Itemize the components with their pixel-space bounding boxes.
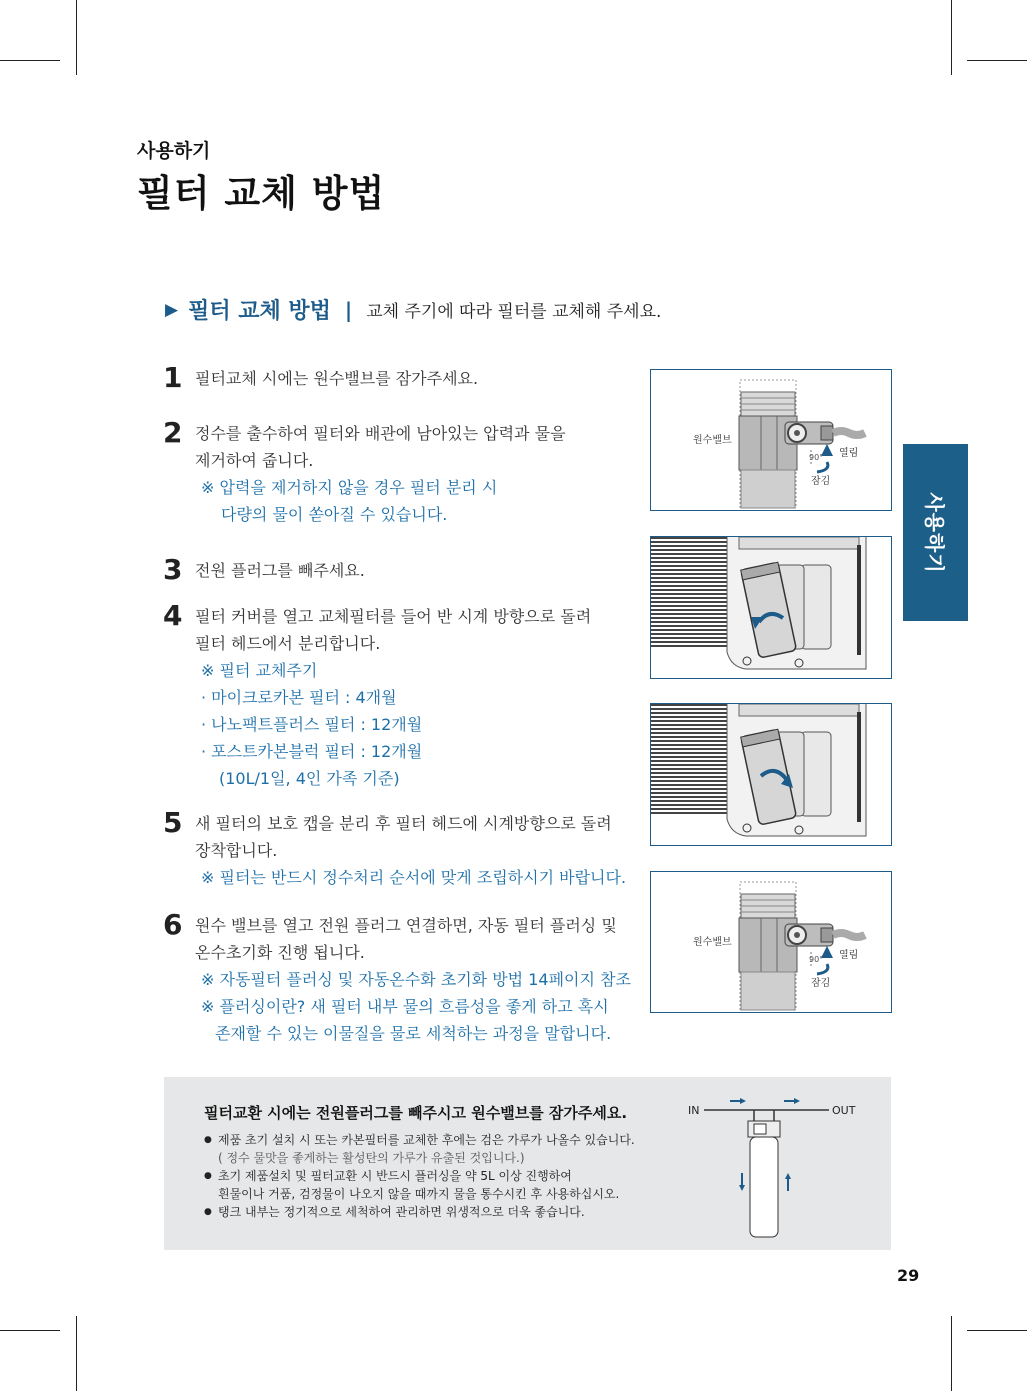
angle-label: 90° — [809, 955, 824, 964]
step-text: 원수 밸브를 열고 전원 플러그 연결하면, 자동 필터 플러싱 및 — [195, 916, 617, 935]
notice-item-text: ● 초기 제품설치 및 필터교환 시 반드시 플러싱을 약 5L 이상 진행하여 — [218, 1169, 572, 1183]
step-note: ※ 필터는 반드시 정수처리 순서에 맞게 조립하시기 바랍니다. — [201, 868, 627, 887]
step-number: 1 — [163, 361, 183, 394]
step-note: (10L/1일, 4인 가족 기준) — [219, 769, 400, 788]
open-label: 열림 — [839, 448, 859, 459]
step-number: 3 — [163, 553, 183, 586]
step-text: 필터 헤드에서 분리합니다. — [195, 634, 381, 653]
flow-out-label: OUT — [832, 1104, 856, 1117]
notice-item-text: ● 제품 초기 설치 시 또는 카본필터를 교체한 후에는 검은 가루가 나올수 있습니다. — [218, 1133, 635, 1147]
valve-diagram-bottom — [650, 871, 892, 1013]
notice-list — [204, 1131, 635, 1221]
close-label: 잠김 — [811, 476, 831, 487]
step-note: ※ 필터 교체주기 — [201, 661, 318, 680]
step-note: 존재할 수 있는 이물질을 물로 세척하는 과정을 말합니다. — [215, 1024, 612, 1043]
crop-mark — [951, 1316, 952, 1391]
filter-install-image — [650, 703, 892, 846]
triangle-icon: ▶ — [165, 299, 179, 320]
valve-diagram-top — [650, 369, 892, 511]
notice-item-text: ● 탱크 내부는 정기적으로 세척하여 관리하면 위생적으로 더욱 좋습니다. — [218, 1205, 585, 1219]
notice-box — [164, 1077, 891, 1250]
step-note: · 포스트카본블럭 필터 : 12개월 — [201, 742, 423, 761]
notice-item — [204, 1203, 635, 1221]
sub-header-title: 필터 교체 방법 — [188, 299, 331, 324]
crop-mark — [0, 60, 60, 61]
step-text: 정수를 출수하여 필터와 배관에 남아있는 압력과 물을 — [195, 424, 566, 443]
flow-in-label: IN — [688, 1104, 700, 1117]
step-note: · 나노팩트플러스 필터 : 12개월 — [201, 715, 423, 734]
crop-mark — [76, 1316, 77, 1391]
sub-header-description: 교체 주기에 따라 필터를 교체해 주세요. — [366, 302, 662, 322]
step-note: · 마이크로카본 필터 : 4개월 — [201, 688, 397, 707]
page-number: 29 — [897, 1266, 920, 1285]
step-text: 필터교체 시에는 원수밸브를 잠가주세요. — [195, 369, 479, 388]
crop-mark — [76, 0, 77, 75]
crop-mark — [951, 0, 952, 75]
step-number: 6 — [163, 908, 183, 941]
side-tab-label: 사용하기 — [922, 491, 946, 574]
angle-label: 90° — [809, 453, 824, 462]
valve-label: 원수밸브 — [693, 435, 732, 446]
page-title: 필터 교체 방법 — [137, 172, 386, 215]
side-tab — [903, 444, 968, 621]
step-note: ※ 플러싱이란? 새 필터 내부 물의 흐름성을 좋게 하고 혹시 — [201, 997, 609, 1016]
notice-title: 필터교환 시에는 전원플러그를 빼주시고 원수밸브를 잠가주세요. — [204, 1104, 628, 1122]
step-text: 전원 플러그를 빼주세요. — [195, 561, 365, 580]
flow-diagram — [684, 1095, 864, 1245]
step-number: 4 — [163, 599, 183, 632]
crop-mark — [0, 1330, 60, 1331]
step-note: ※ 자동필터 플러싱 및 자동온수화 초기화 방법 14페이지 참조 — [201, 970, 631, 989]
step-text: 온수초기화 진행 됩니다. — [195, 943, 365, 962]
notice-item — [204, 1167, 635, 1203]
sub-header — [165, 294, 661, 325]
step-text: 장착합니다. — [195, 841, 278, 860]
valve-label: 원수밸브 — [693, 937, 732, 948]
step-number: 2 — [163, 416, 183, 449]
notice-item — [204, 1131, 635, 1167]
crop-mark — [967, 60, 1027, 61]
notice-item-sub: 흰물이나 거품, 검정물이 나오지 않을 때까지 물을 통수시킨 후 사용하십시오. — [218, 1187, 620, 1201]
filter-remove-image — [650, 536, 892, 679]
open-label: 열림 — [839, 950, 859, 961]
step-note: 다량의 물이 쏟아질 수 있습니다. — [221, 505, 448, 524]
notice-item-sub: ( 정수 물맛을 좋게하는 활성탄의 가루가 유출된 것입니다.) — [218, 1151, 525, 1165]
step-note: ※ 압력을 제거하지 않을 경우 필터 분리 시 — [201, 478, 498, 497]
section-label: 사용하기 — [137, 140, 211, 162]
sub-header-separator: | — [344, 297, 353, 322]
step-text: 새 필터의 보호 캡을 분리 후 필터 헤드에 시계방향으로 돌려 — [195, 814, 612, 833]
step-number: 5 — [163, 806, 183, 839]
crop-mark — [967, 1330, 1027, 1331]
step-text: 필터 커버를 열고 교체필터를 들어 반 시계 방향으로 돌려 — [195, 607, 592, 626]
step-text: 제거하여 줍니다. — [195, 451, 314, 470]
close-label: 잠김 — [811, 978, 831, 989]
